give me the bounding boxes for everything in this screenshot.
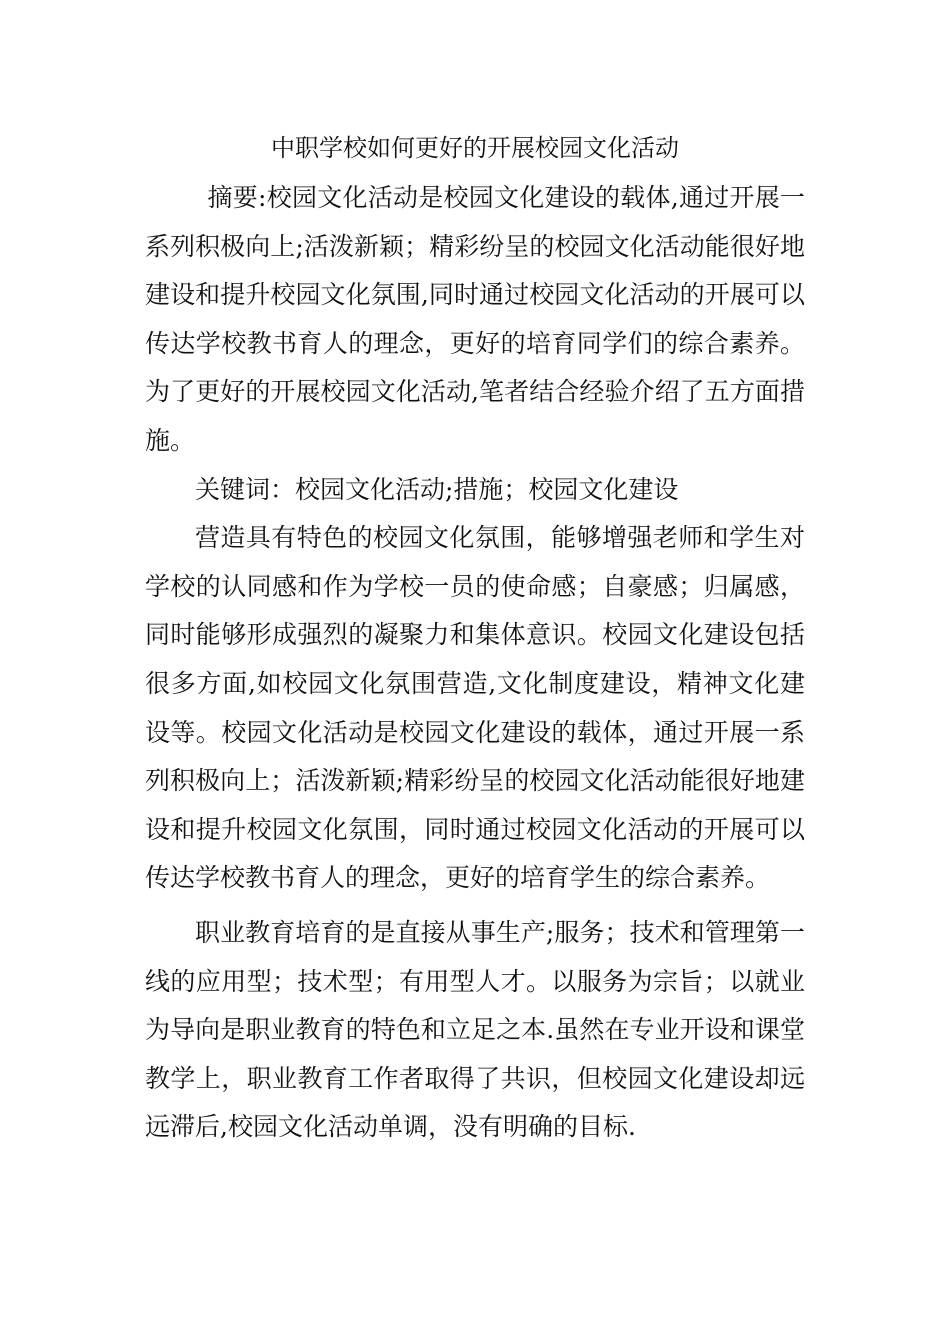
document-page (145, 122, 805, 1152)
abstract-paragraph: 摘要:校园文化活动是校园文化建设的载体,通过开展一系列积极向上;活泼新颖；精彩纷呈的校园文化活动能很好地建设和提升校园文化氛围,同时通过校园文化活动的开展可以传达学校教书育人的理念，更好的培育同学们的综合素养。为了更好的开展校园文化活动,笔者结合经验介绍了五方面措施。 (145, 183, 805, 455)
body-paragraph-2: 职业教育培育的是直接从事生产;服务；技术和管理第一线的应用型；技术型；有用型人才。以服务为宗旨；以就业为导向是职业教育的特色和立足之本.虽然在专业开设和课堂教学上，职业教育工作者取得了共识，但校园文化建设却远远滞后,校园文化活动单调，没有明确的目标. (145, 917, 805, 1142)
keywords-paragraph: 关键词：校园文化活动;措施；校园文化建设 (195, 474, 679, 504)
body-paragraph-1: 营造具有特色的校园文化氛围，能够增强老师和学生对学校的认同感和作为学校一员的使命感；自豪感；归属感，同时能够形成强烈的凝聚力和集体意识。校园文化建设包括很多方面,如校园文化氛围营造,文化制度建设，精神文化建设等。校园文化活动是校园文化建设的载体，通过开展一系列积极向上；活泼新颖;精彩纷呈的校园文化活动能很好地建设和提升校园文化氛围，同时通过校园文化活动的开展可以传达学校教书育人的理念，更好的培育学生的综合素养。 (145, 523, 805, 893)
document-title: 中职学校如何更好的开展校园文化活动 (271, 134, 679, 162)
